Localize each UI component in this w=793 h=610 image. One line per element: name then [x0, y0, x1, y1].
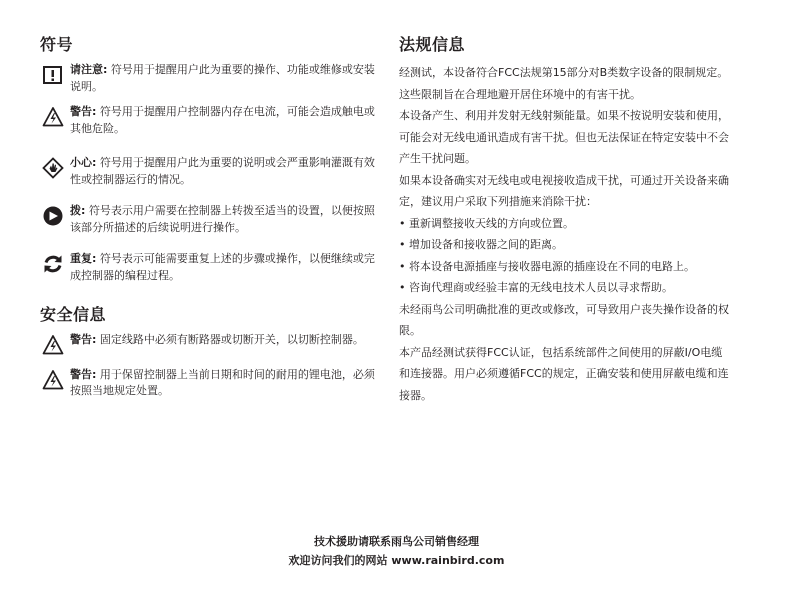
symbol-dial — [40, 203, 375, 236]
measure-list-item: • 增加设备和接收器之间的距离。 — [399, 238, 563, 251]
symbol-text: 符号用于提醒用户此为重要的说明或会严重影响灌溉有效性或控制器运行的情况。 — [70, 156, 375, 186]
symbol-text: 符号用于提醒用户控制器内存在电流，可能会造成触电或其他危险。 — [70, 105, 375, 135]
dial-arrow-icon — [42, 205, 64, 227]
repeat-icon — [42, 253, 64, 275]
fcc-paragraph-1: 经测试，本设备符合FCC法规第15部分对B类数字设备的限制规定。这些限制旨在合理地避开居住环境中的有害干扰。 — [399, 66, 729, 101]
safety-label: 警告: — [70, 367, 97, 381]
safety-text: 用于保留控制器上当前日期和时间的耐用的锂电池，必须按照当地规定处置。 — [70, 367, 375, 397]
fcc-paragraph-3: 如果本设备确实对无线电或电视接收造成干扰，可通过开关设备来确定，建议用户采取下列措施来消除干扰： — [399, 173, 729, 208]
symbol-caution — [40, 155, 375, 188]
symbol-label: 警告: — [70, 105, 97, 118]
measure-list-item: • 将本设备电源插座与接收器电源的插座设在不同的电路上。 — [399, 259, 695, 273]
measure-list-item: • 咨询代理商或经验丰富的无线电技术人员以寻求帮助。 — [399, 281, 673, 294]
exclamation-box-icon — [42, 64, 64, 86]
safety-warning-battery — [40, 367, 375, 400]
footer-support-line: 技术援助请联系雨鸟公司销售经理 — [314, 535, 479, 548]
symbol-label: 拨: — [70, 204, 86, 217]
safety-label: 警告: — [70, 333, 97, 346]
fcc-paragraph-4: 未经雨鸟公司明确批准的更改或修改，可导致用户丧失操作设备的权限。 — [399, 302, 729, 337]
measure-list-item: • 重新调整接收天线的方向或位置。 — [399, 216, 574, 230]
electric-warning-icon — [42, 106, 64, 128]
symbol-repeat — [40, 251, 375, 284]
symbol-notice — [40, 62, 375, 95]
symbol-label: 重复: — [70, 252, 97, 265]
symbol-text: 符号表示用户需要在控制器上转拨至适当的设置，以便按照该部分所描述的后续说明进行操作。 — [70, 204, 375, 234]
footer-website-line: 欢迎访问我们的网站 www.rainbird.com — [288, 554, 505, 567]
symbol-text: 符号用于提醒用户此为重要的操作、功能或维修或安装说明。 — [70, 63, 375, 93]
caution-hand-icon — [42, 157, 64, 179]
symbols-heading: 符号 — [40, 35, 74, 54]
symbol-label: 请注意: — [70, 63, 108, 76]
fcc-paragraph-2: 本设备产生、利用并发射无线射频能量。如果不按说明安装和使用，可能会对无线电通讯造成有害干扰。但也无法保证在特定安装中不会产生干扰问题。 — [399, 109, 729, 165]
symbol-text: 符号表示可能需要重复上述的步骤或操作，以便继续或完成控制器的编程过程。 — [70, 252, 375, 282]
regulatory-heading: 法规信息 — [399, 35, 466, 54]
safety-heading: 安全信息 — [40, 305, 107, 324]
safety-text: 固定线路中必须有断路器或切断开关，以切断控制器。 — [96, 333, 364, 346]
safety-warning-breaker — [40, 332, 375, 349]
electric-warning-icon — [42, 369, 64, 391]
electric-warning-icon — [42, 334, 64, 356]
symbol-warning — [40, 104, 375, 137]
symbol-label: 小心: — [70, 156, 97, 169]
right-column — [399, 34, 729, 406]
fcc-paragraph-5: 本产品经测试获得FCC认证，包括系统部件之间使用的屏蔽I/O电缆和连接器。用户必须遵循FCC的规定，正确安装和使用屏蔽电缆和连接器。 — [399, 345, 729, 402]
left-column — [40, 34, 375, 400]
